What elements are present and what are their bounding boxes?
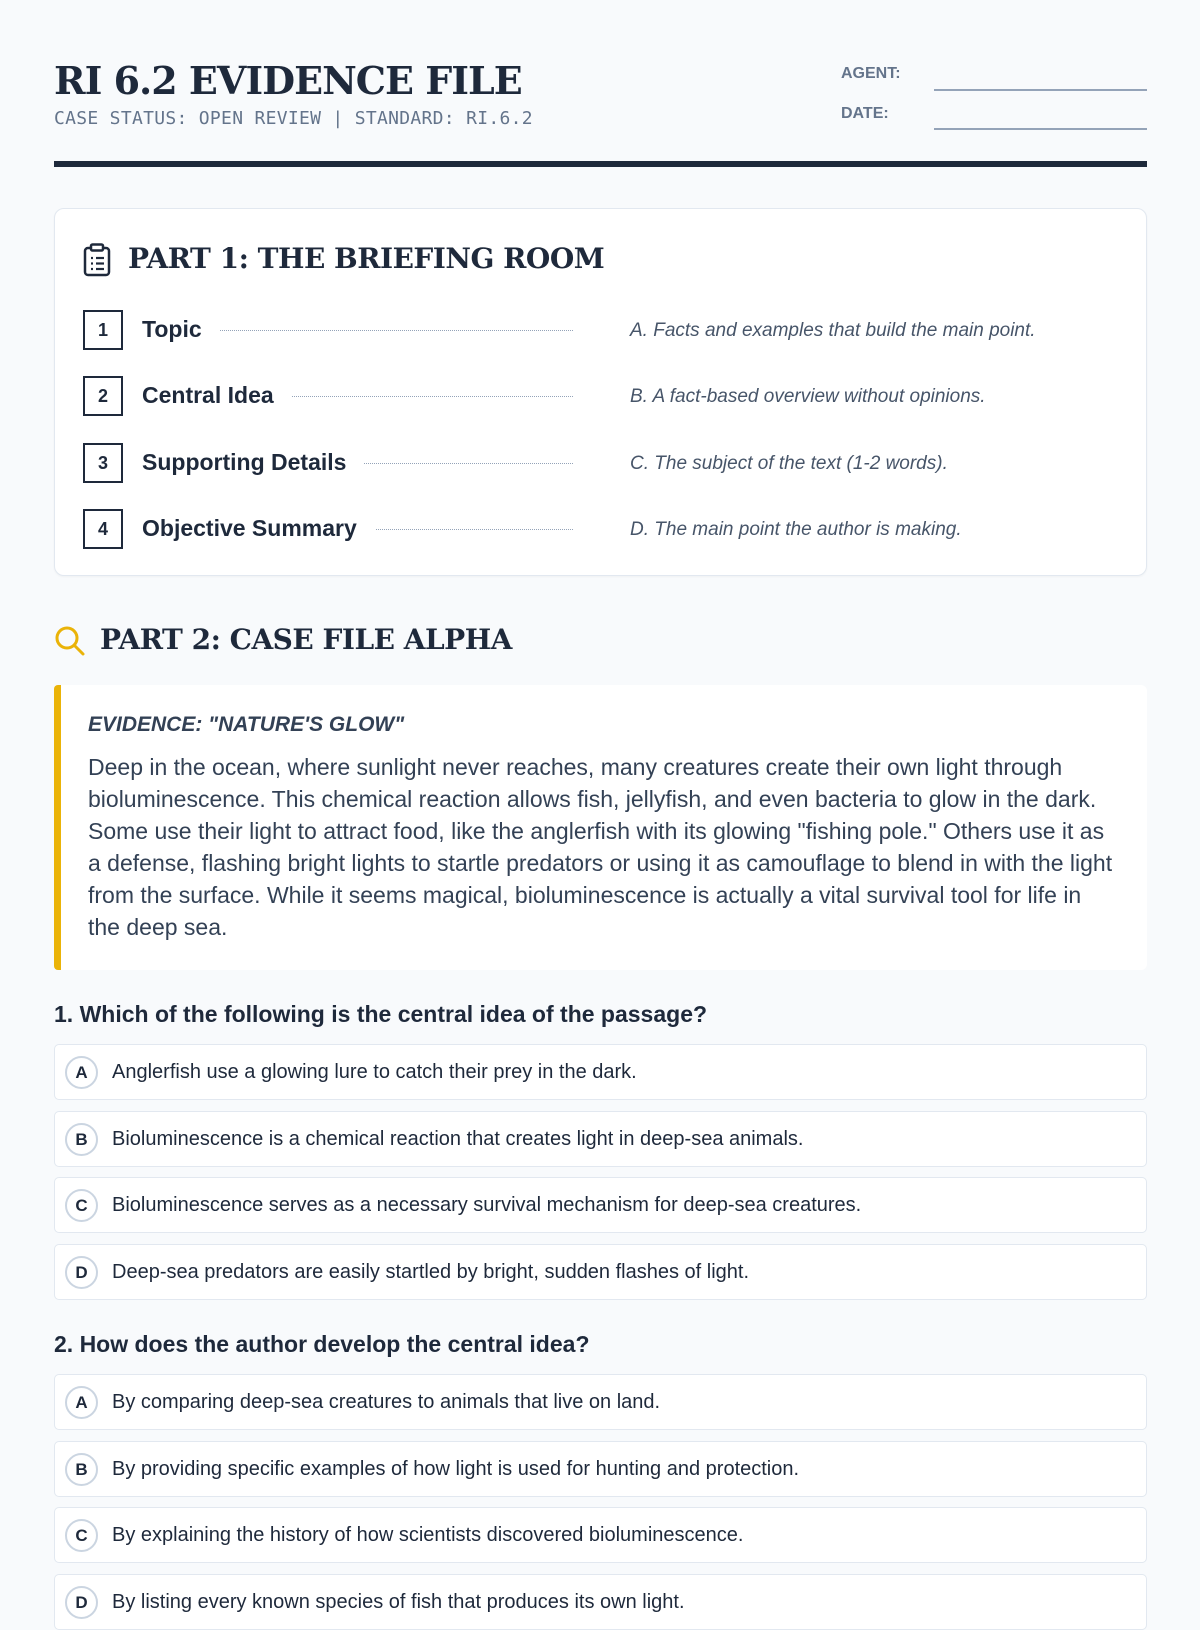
answer-option[interactable] [54, 1374, 1147, 1430]
answer-option[interactable] [54, 1507, 1147, 1563]
date-field[interactable] [934, 97, 1147, 130]
part2-title: PART 2: CASE FILE ALPHA [100, 623, 512, 656]
term-definition: B. A fact-based overview without opinions. [630, 386, 986, 407]
term-row [83, 310, 1123, 350]
page-title: RI 6.2 EVIDENCE FILE [54, 58, 522, 103]
term-definition: C. The subject of the text (1-2 words). [630, 453, 948, 474]
option-letter: C [65, 1519, 98, 1552]
term-label: Objective Summary [142, 515, 375, 542]
answer-option[interactable] [54, 1574, 1147, 1630]
option-letter: A [65, 1386, 98, 1419]
term-number[interactable]: 1 [83, 310, 123, 350]
option-text: Bioluminescence serves as a necessary survival mechanism for deep-sea creatures. [112, 1194, 862, 1216]
option-letter: D [65, 1256, 98, 1289]
option-text: By providing specific examples of how light is used for hunting and protection. [112, 1458, 800, 1480]
answer-option[interactable] [54, 1177, 1147, 1233]
option-text: Deep-sea predators are easily startled by bright, sudden flashes of light. [112, 1261, 750, 1283]
term-label: Topic [142, 316, 220, 343]
term-definition: A. Facts and examples that build the main point. [630, 320, 1036, 341]
agent-field[interactable] [934, 57, 1147, 91]
term-row [83, 443, 1123, 483]
term-definition: D. The main point the author is making. [630, 519, 962, 540]
clipboard-icon [83, 243, 111, 277]
answer-option[interactable] [54, 1111, 1147, 1167]
term-label: Central Idea [142, 382, 292, 409]
question-2: 2. How does the author develop the central idea? [54, 1331, 590, 1357]
header [54, 0, 1147, 167]
date-label: DATE: [841, 105, 889, 122]
option-text: Bioluminescence is a chemical reaction that creates light in deep-sea animals. [112, 1128, 804, 1150]
option-text: By comparing deep-sea creatures to animals that live on land. [112, 1391, 661, 1413]
option-letter: B [65, 1123, 98, 1156]
term-row [83, 376, 1123, 416]
option-letter: A [65, 1056, 98, 1089]
option-letter: C [65, 1189, 98, 1222]
option-letter: B [65, 1453, 98, 1486]
option-text: Anglerfish use a glowing lure to catch their prey in the dark. [112, 1061, 637, 1083]
part1-title: PART 1: THE BRIEFING ROOM [128, 242, 605, 275]
answer-option[interactable] [54, 1044, 1147, 1100]
briefing-room-card [54, 208, 1147, 576]
term-number[interactable]: 2 [83, 376, 123, 416]
option-text: By explaining the history of how scientists discovered bioluminescence. [112, 1524, 744, 1546]
answer-option[interactable] [54, 1441, 1147, 1497]
search-icon [54, 625, 86, 657]
worksheet-page [54, 0, 1147, 1613]
term-number[interactable]: 4 [83, 509, 123, 549]
term-label: Supporting Details [142, 449, 364, 476]
question-1: 1. Which of the following is the central idea of the passage? [54, 1001, 708, 1027]
evidence-passage [54, 685, 1147, 970]
term-row [83, 509, 1123, 549]
case-status-subtitle: CASE STATUS: OPEN REVIEW | STANDARD: RI.6.2 [54, 108, 533, 129]
evidence-text: Deep in the ocean, where sunlight never reaches, many creatures create their own light through bioluminescence. This chemical reaction allows fish, jellyfish, and even bacteria to glow in the dark. Some use their light to attract food, like the anglerfish with its glowing "fishing pole." Others use it as a defense, flashing bright lights to startle predators or using it as camouflage to blend in with the light from the surface. While it seems magical, bioluminescence is actually a vital survival tool for life in the deep sea. [88, 754, 1113, 940]
evidence-title: EVIDENCE: "NATURE'S GLOW" [88, 713, 405, 736]
answer-option[interactable] [54, 1244, 1147, 1300]
option-letter: D [65, 1586, 98, 1619]
agent-label: AGENT: [841, 65, 901, 82]
term-number[interactable]: 3 [83, 443, 123, 483]
option-text: By listing every known species of fish that produces its own light. [112, 1591, 685, 1613]
